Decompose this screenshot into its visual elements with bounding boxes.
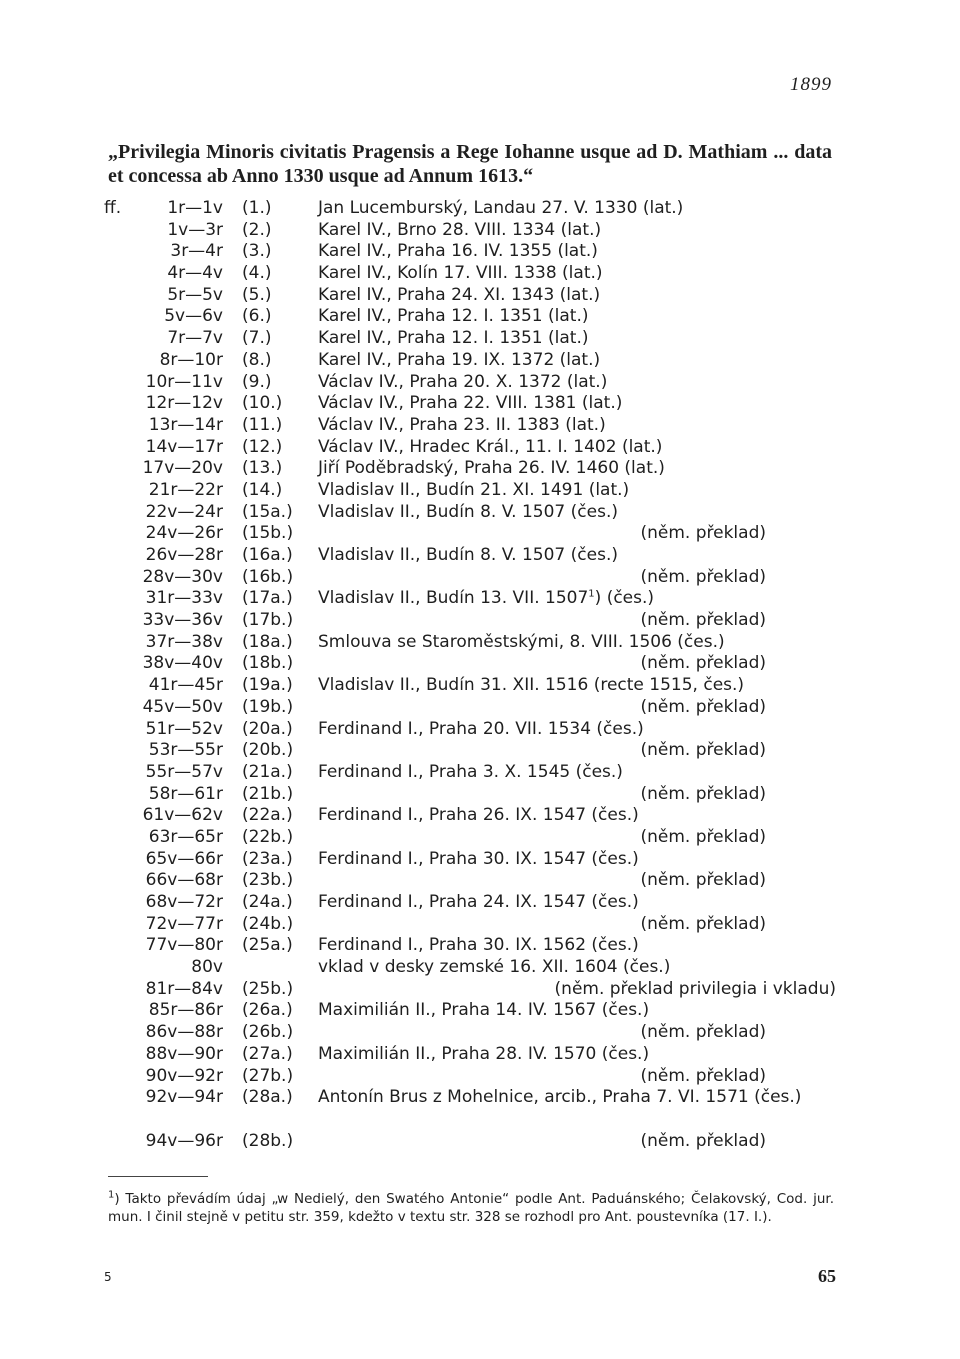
volume-number: 1899	[790, 74, 832, 95]
entry-row	[0, 458, 960, 480]
entry-description	[318, 198, 683, 220]
entry-folio: 1r—1v	[167, 198, 223, 218]
entry-description	[318, 1044, 649, 1066]
entry-description-suffix: ) (čes.)	[594, 588, 655, 609]
entry-number: (27a.)	[242, 1043, 293, 1064]
entry-row	[0, 415, 960, 437]
entry-number: (7.)	[242, 328, 272, 349]
entry-description-text: Václav IV., Praha 23. II. 1383 (lat.)	[318, 414, 606, 435]
entry-row	[0, 1000, 960, 1022]
entry-description	[318, 350, 600, 372]
entry-folio: 65v—66r	[145, 848, 223, 869]
entry-row	[0, 849, 960, 871]
entry-translation-note: (něm. překlad)	[640, 523, 766, 544]
entry-description-text: Ferdinand I., Praha 30. IX. 1547 (čes.)	[318, 848, 639, 869]
entry-row	[0, 653, 960, 675]
entry-number: (28b.)	[242, 1130, 294, 1151]
footnote-text: ) Takto převádím údaj „w Nedielý, den Swatého Antonie“ podle Ant. Paduánského; Čelakovský, Cod. jur. mun. I činil stejně v petitu str. 359, kdežto v textu str. 328 se rozhodl pro Ant. poustevníka (17. I.).	[108, 1191, 834, 1225]
entry-folio: 5r—5v	[167, 284, 223, 305]
entry-translation-note: (něm. překlad)	[640, 566, 766, 587]
entry-row	[0, 892, 960, 914]
entry-folio: 66v—68r	[145, 870, 223, 891]
entry-folio: 41r—45r	[148, 675, 223, 696]
entry-number: (28a.)	[242, 1087, 293, 1108]
entry-description	[318, 719, 644, 741]
entry-row	[0, 784, 960, 806]
entry-description	[318, 892, 639, 914]
entry-folio: 37r—38v	[145, 631, 223, 652]
entry-number: (21a.)	[242, 761, 293, 782]
entry-row	[0, 523, 960, 545]
entry-description-text: Karel IV., Brno 28. VIII. 1334 (lat.)	[318, 219, 602, 240]
entry-translation-note: (něm. překlad)	[640, 1130, 766, 1151]
entry-translation-note: (něm. překlad)	[640, 783, 766, 804]
entry-folio: 85r—86r	[148, 1000, 223, 1021]
entry-number: (27b.)	[242, 1065, 294, 1086]
entry-folio: 13r—14r	[148, 414, 223, 435]
entry-folio: 55r—57v	[145, 761, 223, 782]
entry-row	[0, 350, 960, 372]
entry-description	[318, 805, 639, 827]
entry-number: (11.)	[242, 414, 283, 435]
entry-folio: 53r—55r	[148, 740, 223, 761]
entry-description	[318, 393, 622, 415]
entry-number: (15b.)	[242, 523, 294, 544]
entry-folio: 61v—62v	[142, 805, 223, 826]
entry-row	[0, 979, 960, 1001]
entry-number: (24a.)	[242, 892, 293, 912]
entry-description	[318, 632, 725, 654]
entry-description	[318, 415, 606, 437]
entry-folio: 80v	[191, 957, 223, 978]
entry-row	[0, 870, 960, 892]
entry-folio: 58r—61r	[148, 783, 223, 804]
entry-folio: 38v—40v	[142, 653, 223, 674]
footnote-rule	[108, 1176, 208, 1177]
entry-folio: 68v—72r	[145, 892, 223, 912]
entry-description-text: Václav IV., Hradec Král., 11. I. 1402 (lat.)	[318, 436, 663, 457]
entry-number: (8.)	[242, 349, 272, 370]
entry-translation-note: (něm. překlad)	[640, 1022, 766, 1043]
entry-list	[0, 198, 960, 1152]
entry-row	[0, 1066, 960, 1088]
entry-description	[318, 241, 598, 263]
entry-description-text: Antonín Brus z Mohelnice, arcib., Praha 7. VI. 1571 (čes.)	[318, 1087, 802, 1108]
entry-description-text: Ferdinand I., Praha 20. VII. 1534 (čes.)	[318, 718, 644, 739]
entry-row	[0, 1087, 960, 1130]
entry-description-text: Smlouva se Staroměstskými, 8. VIII. 1506 (čes.)	[318, 631, 725, 652]
entry-translation-note: (něm. překlad)	[640, 610, 766, 631]
entry-row	[0, 610, 960, 632]
entry-row	[0, 935, 960, 957]
entry-translation-note: (něm. překlad)	[640, 1065, 766, 1086]
entry-description	[318, 263, 603, 285]
entry-folio: 77v—80r	[145, 935, 223, 956]
entry-description-text: Karel IV., Praha 24. XI. 1343 (lat.)	[318, 284, 601, 305]
entry-number: (16a.)	[242, 545, 293, 565]
entry-folio: 81r—84v	[145, 978, 223, 999]
entry-number: (20b.)	[242, 740, 294, 761]
entry-number: (4.)	[242, 263, 272, 284]
entry-folio: 14v—17r	[145, 436, 223, 457]
entry-number: (19a.)	[242, 675, 293, 696]
entry-number: (26a.)	[242, 1000, 293, 1021]
entry-description	[318, 480, 629, 502]
entry-row	[0, 241, 960, 263]
entry-number: (6.)	[242, 306, 272, 327]
entry-folio: 8r—10r	[159, 349, 223, 370]
entry-row	[0, 545, 960, 567]
entry-number: (12.)	[242, 436, 283, 457]
entry-translation-note: (něm. překlad)	[640, 826, 766, 847]
document-title: „Privilegia Minoris civitatis Pragensis a Rege Iohanne usque ad D. Mathiam ... data et concessa ab Anno 1330 usque ad Annum 1613.“	[108, 141, 832, 187]
entry-folio: 33v—36v	[142, 610, 223, 631]
entry-row	[0, 328, 960, 350]
folio-prefix: ff.	[104, 198, 122, 218]
entry-row	[0, 437, 960, 459]
entry-number: (18b.)	[242, 653, 294, 674]
entry-number: (23a.)	[242, 848, 293, 869]
entry-folio: 88v—90r	[145, 1043, 223, 1064]
entry-translation-note: (něm. překlad)	[640, 740, 766, 761]
entry-number: (2.)	[242, 219, 272, 240]
entry-row	[0, 480, 960, 502]
entry-number: (1.)	[242, 198, 272, 218]
entry-description-text: Maximilián II., Praha 28. IV. 1570 (čes.)	[318, 1043, 650, 1064]
entry-row	[0, 762, 960, 784]
entry-description	[318, 1087, 838, 1109]
entry-row	[0, 393, 960, 415]
entry-folio: 12r—12v	[145, 393, 223, 414]
entry-folio: 72v—77r	[145, 913, 223, 934]
entry-description	[318, 675, 744, 697]
footnote-reference: 1	[588, 588, 595, 600]
entry-description	[318, 545, 618, 567]
entry-number: (9.)	[242, 371, 272, 392]
entry-number: (13.)	[242, 458, 283, 479]
entry-description-text: Václav IV., Praha 20. X. 1372 (lat.)	[318, 371, 608, 392]
entry-folio: 21r—22r	[148, 479, 223, 500]
entry-row	[0, 805, 960, 827]
entry-translation-note: (něm. překlad)	[640, 653, 766, 674]
entry-description-text: Karel IV., Praha 16. IV. 1355 (lat.)	[318, 241, 598, 262]
entry-description	[318, 1000, 649, 1022]
entry-row	[0, 632, 960, 654]
entry-folio: 5v—6v	[164, 306, 223, 327]
entry-description-text: Ferdinand I., Praha 26. IX. 1547 (čes.)	[318, 805, 639, 826]
entry-folio: 28v—30v	[142, 566, 223, 587]
entry-row	[0, 502, 960, 524]
footnote-marker: 1	[108, 1189, 115, 1201]
entry-folio: 7r—7v	[167, 328, 223, 349]
entry-row	[0, 1044, 960, 1066]
entry-description-text: Ferdinand I., Praha 24. IX. 1547 (čes.)	[318, 892, 639, 912]
entry-row	[0, 697, 960, 719]
entry-translation-note: (něm. překlad privilegia i vkladu)	[554, 978, 836, 999]
entry-description	[318, 437, 662, 459]
entry-folio: 86v—88r	[145, 1022, 223, 1043]
entry-folio: 17v—20v	[142, 458, 223, 479]
entry-row	[0, 285, 960, 307]
entry-description-text: Vladislav II., Budín 13. VII. 1507	[318, 588, 589, 609]
entry-description-text: Maximilián II., Praha 14. IV. 1567 (čes.)	[318, 1000, 650, 1021]
entry-description-text: Vladislav II., Budín 8. V. 1507 (čes.)	[318, 545, 618, 565]
entry-description	[318, 935, 639, 957]
entry-description	[318, 220, 601, 242]
entry-number: (20a.)	[242, 718, 293, 739]
entry-number: (19b.)	[242, 696, 294, 717]
entry-description-text: Vladislav II., Budín 21. XI. 1491 (lat.)	[318, 479, 630, 500]
entry-description-text: Karel IV., Kolín 17. VIII. 1338 (lat.)	[318, 263, 603, 284]
entry-description	[318, 372, 607, 394]
entry-folio: 63r—65r	[148, 826, 223, 847]
entry-folio: 3r—4r	[170, 241, 223, 262]
footnote	[108, 1190, 834, 1226]
entry-row	[0, 306, 960, 328]
entry-row	[0, 198, 960, 220]
entry-row	[0, 263, 960, 285]
entry-description	[318, 762, 623, 784]
entry-row	[0, 914, 960, 936]
entry-folio: 10r—11v	[145, 371, 223, 392]
entry-folio: 4r—4v	[167, 263, 223, 284]
entry-description	[318, 957, 670, 979]
entry-folio: 51r—52v	[145, 718, 223, 739]
entry-description	[318, 306, 589, 328]
entry-folio: 31r—33v	[145, 588, 223, 609]
entry-number: (17b.)	[242, 610, 294, 631]
entry-row	[0, 220, 960, 242]
entry-description-text: Karel IV., Praha 12. I. 1351 (lat.)	[318, 306, 589, 327]
entry-description-text: Ferdinand I., Praha 30. IX. 1562 (čes.)	[318, 935, 639, 956]
entry-number: (17a.)	[242, 588, 293, 609]
entry-row	[0, 567, 960, 589]
entry-number: (22b.)	[242, 826, 294, 847]
entry-row	[0, 675, 960, 697]
entry-row	[0, 740, 960, 762]
entry-number: (16b.)	[242, 566, 294, 587]
entry-number: (10.)	[242, 393, 283, 414]
entry-description-text: vklad v desky zemské 16. XII. 1604 (čes.)	[318, 957, 671, 978]
entry-description	[318, 502, 618, 524]
entry-translation-note: (něm. překlad)	[640, 696, 766, 717]
entry-number: (24b.)	[242, 913, 294, 934]
page-number: 65	[818, 1266, 836, 1286]
entry-folio: 22v—24r	[145, 501, 223, 522]
entry-number: (18a.)	[242, 631, 293, 652]
entry-row	[0, 827, 960, 849]
entry-row	[0, 372, 960, 394]
entry-description-text: Vladislav II., Budín 31. XII. 1516 (recte 1515, čes.)	[318, 675, 745, 696]
entry-number: (23b.)	[242, 870, 294, 891]
entry-description	[318, 588, 654, 610]
entry-number: (14.)	[242, 479, 283, 500]
entry-description-text: Karel IV., Praha 12. I. 1351 (lat.)	[318, 328, 589, 349]
entry-folio: 92v—94r	[145, 1087, 223, 1108]
entry-folio: 90v—92r	[145, 1065, 223, 1086]
entry-row	[0, 957, 960, 979]
entry-number: (25b.)	[242, 978, 294, 999]
entry-number: (25a.)	[242, 935, 293, 956]
entry-row	[0, 588, 960, 610]
entry-row	[0, 1022, 960, 1044]
entry-description	[318, 458, 665, 480]
entry-number: (3.)	[242, 241, 272, 262]
entry-number: (5.)	[242, 284, 272, 305]
entry-translation-note: (něm. překlad)	[640, 913, 766, 934]
entry-folio: 45v—50v	[142, 696, 223, 717]
entry-description-text: Vladislav II., Budín 8. V. 1507 (čes.)	[318, 501, 618, 522]
entry-folio: 94v—96r	[145, 1130, 223, 1151]
entry-description-text: Ferdinand I., Praha 3. X. 1545 (čes.)	[318, 761, 623, 782]
entry-folio: 1v—3r	[167, 219, 223, 240]
entry-number: (21b.)	[242, 783, 294, 804]
entry-description-text: Jiří Poděbradský, Praha 26. IV. 1460 (lat.)	[318, 458, 665, 479]
entry-description-text: Václav IV., Praha 22. VIII. 1381 (lat.)	[318, 393, 623, 414]
entry-row	[0, 719, 960, 741]
entry-row	[0, 1131, 960, 1153]
entry-folio: 26v—28r	[145, 545, 223, 565]
entry-description	[318, 328, 589, 350]
entry-number: (22a.)	[242, 805, 293, 826]
entry-folio: 24v—26r	[145, 523, 223, 544]
entry-description	[318, 285, 600, 307]
entry-translation-note: (něm. překlad)	[640, 870, 766, 891]
entry-number: (15a.)	[242, 501, 293, 522]
entry-number: (26b.)	[242, 1022, 294, 1043]
entry-description-text: Jan Lucemburský, Landau 27. V. 1330 (lat.)	[318, 198, 684, 218]
entry-description-text: Karel IV., Praha 19. IX. 1372 (lat.)	[318, 349, 601, 370]
entry-description	[318, 849, 639, 871]
signature-mark: 5	[104, 1270, 112, 1284]
